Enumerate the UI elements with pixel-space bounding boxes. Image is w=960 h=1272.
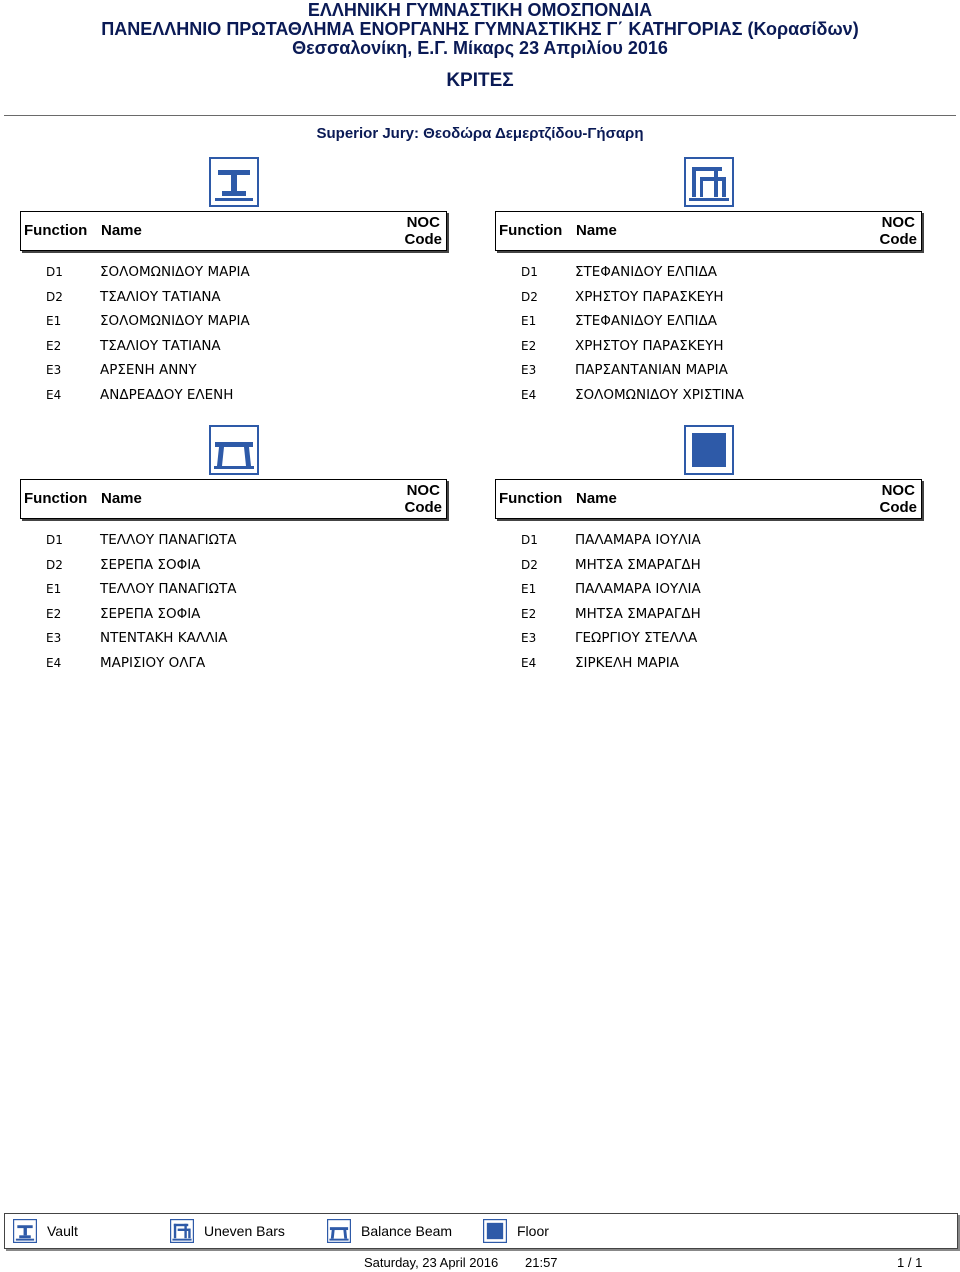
judge-function: E2 — [46, 338, 62, 353]
judge-name: ΜΗΤΣΑ ΣΜΑΡΑΓΔΗ — [575, 605, 701, 622]
judge-row — [495, 654, 922, 679]
uneven-bars-icon — [684, 157, 734, 207]
judge-name: ΑΝΔΡΕΑΔΟΥ ΕΛΕΝΗ — [100, 386, 234, 403]
vault-icon — [209, 157, 259, 207]
vault-icon — [13, 1219, 37, 1243]
judge-name: ΤΕΛΛΟΥ ΠΑΝΑΓΙΩΤΑ — [100, 581, 237, 597]
judge-row — [495, 629, 922, 654]
judge-function: E1 — [46, 582, 62, 596]
footer-page: 1 / 1 — [897, 1255, 923, 1270]
code-label: Code — [404, 231, 442, 248]
column-header-noc — [880, 482, 918, 516]
judge-function: E1 — [521, 582, 537, 596]
code-label: Code — [879, 231, 917, 248]
judge-row — [495, 288, 922, 313]
footer-time: 21:57 — [525, 1255, 558, 1270]
venue-date-line: Θεσσαλονίκη, Ε.Γ. Μίκαρς 23 Απριλίου 2016 — [292, 38, 668, 58]
judge-name: ΠΑΛΑΜΑΡΑ ΙΟΥΛΙΑ — [575, 581, 701, 597]
table-header — [495, 479, 922, 519]
judge-row — [20, 556, 447, 581]
column-header-name: Name — [101, 222, 142, 239]
judge-name: ΣΕΡΕΠΑ ΣΟΦΙΑ — [100, 556, 201, 573]
judge-row — [495, 263, 922, 288]
judge-function: E3 — [521, 363, 537, 377]
footer-date: Saturday, 23 April 2016 — [364, 1255, 499, 1270]
column-header-function: Function — [24, 222, 88, 239]
column-header-noc — [405, 482, 443, 516]
judges-list — [495, 531, 922, 678]
column-header-function: Function — [499, 490, 563, 507]
judge-name: ΣΤΕΦΑΝΙΔΟΥ ΕΛΠΙΔΑ — [575, 313, 718, 329]
legend-label: Floor — [517, 1223, 549, 1239]
judge-row — [495, 580, 922, 605]
judge-row — [495, 312, 922, 337]
judge-function: D1 — [521, 533, 538, 547]
judge-row — [495, 531, 922, 556]
championship-title: ΠΑΝΕΛΛΗΝΙΟ ΠΡΩΤΑΘΛΗΜΑ ΕΝΟΡΓΑΝΗΣ ΓΥΜΝΑΣΤΙΚΗΣ Γ΄ ΚΑΤΗΓΟΡΙΑΣ (Κορασίδων) — [101, 19, 859, 39]
judge-function: E2 — [46, 606, 62, 621]
uneven-bars-judges-panel — [495, 211, 922, 410]
judge-row — [20, 312, 447, 337]
judge-function: E2 — [521, 338, 537, 353]
noc-label: NOC — [406, 214, 440, 231]
judge-function: D1 — [521, 265, 538, 279]
vault-judges-panel — [20, 211, 447, 410]
judge-function: E3 — [46, 363, 62, 377]
judge-function: E4 — [46, 655, 62, 670]
column-header-name: Name — [576, 490, 617, 507]
column-header-noc — [405, 214, 443, 248]
judge-name: ΠΑΛΑΜΑΡΑ ΙΟΥΛΙΑ — [575, 532, 701, 548]
judge-name: ΣΕΡΕΠΑ ΣΟΦΙΑ — [100, 605, 201, 622]
judge-row — [20, 263, 447, 288]
judges-list — [20, 263, 447, 410]
floor-icon — [483, 1219, 507, 1243]
judge-name: ΣΤΕΦΑΝΙΔΟΥ ΕΛΠΙΔΑ — [575, 264, 718, 280]
code-label: Code — [404, 499, 442, 516]
floor-icon — [684, 425, 734, 475]
column-header-name: Name — [101, 490, 142, 507]
judge-function: E4 — [521, 655, 537, 670]
column-header-name: Name — [576, 222, 617, 239]
judge-function: E3 — [521, 631, 537, 645]
judge-name: ΠΑΡΣΑΝΤΑΝΙΑΝ ΜΑΡΙΑ — [575, 362, 728, 378]
floor-judges-panel — [495, 479, 922, 678]
code-label: Code — [879, 499, 917, 516]
judge-function: D2 — [521, 289, 538, 304]
judge-row — [20, 654, 447, 679]
judge-function: D2 — [521, 557, 538, 572]
table-header — [495, 211, 922, 251]
judge-name: ΧΡΗΣΤΟΥ ΠΑΡΑΣΚΕΥΗ — [575, 288, 724, 305]
balance-beam-icon — [209, 425, 259, 475]
judges-list — [495, 263, 922, 410]
judge-function: E2 — [521, 606, 537, 621]
table-header — [20, 479, 447, 519]
judge-row — [20, 288, 447, 313]
judge-name: ΤΣΑΛΙΟΥ ΤΑΤΙΑΝΑ — [100, 288, 221, 305]
judge-row — [495, 556, 922, 581]
judge-name: ΓΕΩΡΓΙΟΥ ΣΤΕΛΛΑ — [575, 630, 698, 646]
noc-label: NOC — [881, 482, 915, 499]
judge-row — [495, 605, 922, 630]
judge-row — [20, 580, 447, 605]
column-header-function: Function — [499, 222, 563, 239]
judge-name: ΧΡΗΣΤΟΥ ΠΑΡΑΣΚΕΥΗ — [575, 337, 724, 354]
judges-list — [20, 531, 447, 678]
judge-row — [20, 605, 447, 630]
column-header-noc — [880, 214, 918, 248]
judge-name: ΤΕΛΛΟΥ ΠΑΝΑΓΙΩΤΑ — [100, 532, 237, 548]
judge-name: ΝΤΕΝΤΑΚΗ ΚΑΛΛΙΑ — [100, 630, 228, 646]
balance-beam-judges-panel — [20, 479, 447, 678]
judge-name: ΑΡΣΕΝΗ ΑΝΝΥ — [100, 362, 197, 378]
judge-function: D2 — [46, 289, 63, 304]
legend-label: Uneven Bars — [204, 1223, 285, 1239]
table-header — [20, 211, 447, 251]
judge-function: E3 — [46, 631, 62, 645]
judge-function: D1 — [46, 265, 63, 279]
judge-name: ΤΣΑΛΙΟΥ ΤΑΤΙΑΝΑ — [100, 337, 221, 354]
judge-name: ΣΟΛΟΜΩΝΙΔΟΥ ΜΑΡΙΑ — [100, 313, 250, 329]
section-title: ΚΡΙΤΕΣ — [446, 70, 514, 91]
noc-label: NOC — [406, 482, 440, 499]
legend-label: Balance Beam — [361, 1223, 453, 1239]
judge-function: E1 — [46, 314, 62, 328]
judge-name: ΣΟΛΟΜΩΝΙΔΟΥ ΜΑΡΙΑ — [100, 264, 250, 280]
judge-name: ΣΟΛΟΜΩΝΙΔΟΥ ΧΡΙΣΤΙΝΑ — [575, 386, 744, 403]
judge-row — [20, 337, 447, 362]
legend-label: Vault — [47, 1223, 78, 1239]
judge-function: E1 — [521, 314, 537, 328]
judge-row — [495, 386, 922, 411]
column-header-function: Function — [24, 490, 88, 507]
judge-name: ΜΑΡΙΣΙΟΥ ΟΛΓΑ — [100, 654, 206, 671]
judge-row — [495, 361, 922, 386]
judge-function: E4 — [521, 387, 537, 402]
federation-title: ΕΛΛΗΝΙΚΗ ΓΥΜΝΑΣΤΙΚΗ ΟΜΟΣΠΟΝΔΙΑ — [307, 0, 653, 20]
apparatus-legend — [4, 1213, 958, 1249]
judge-function: E4 — [46, 387, 62, 402]
judge-row — [20, 531, 447, 556]
noc-label: NOC — [881, 214, 915, 231]
judge-row — [20, 629, 447, 654]
superior-jury: Superior Jury: Θεοδώρα Δεμερτζίδου-Γήσαρη — [316, 125, 644, 142]
judge-name: ΜΗΤΣΑ ΣΜΑΡΑΓΔΗ — [575, 556, 701, 573]
uneven-bars-icon — [170, 1219, 194, 1243]
judge-row — [20, 386, 447, 411]
header-divider — [4, 115, 956, 116]
judge-function: D2 — [46, 557, 63, 572]
judge-name: ΣΙΡΚΕΛΗ ΜΑΡΙΑ — [575, 654, 679, 671]
judge-row — [495, 337, 922, 362]
balance-beam-icon — [327, 1219, 351, 1243]
judge-function: D1 — [46, 533, 63, 547]
judge-row — [20, 361, 447, 386]
